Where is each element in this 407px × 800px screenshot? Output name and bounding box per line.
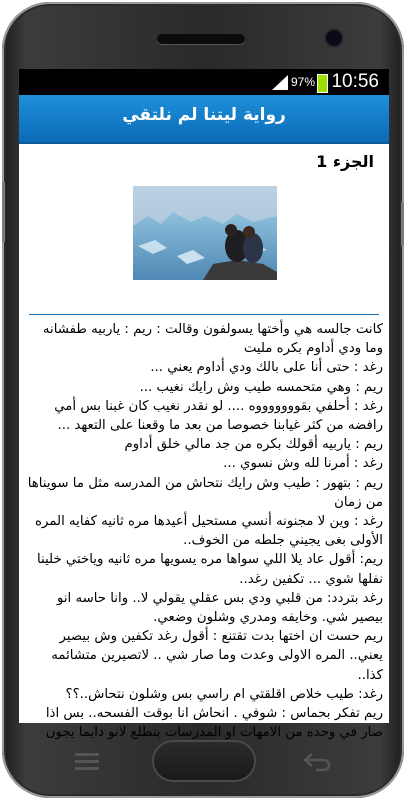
story-line: ريم تفكر بحماس : شوفي . انحاش انا بوقت الفسحه.. بس اذا صار في وحده من الامهات او المدرسات بتطلع لانو دايما يجون: [45, 706, 383, 741]
story-line: ريم: أقول عاد يلا اللي سواها مره يسويها مره ثانيه وياختي خلينا نفلها شوي ... تكفين رغد..: [36, 552, 383, 587]
story-line: رغد : حتى أنا على بالك ودي أداوم يعني ...: [150, 360, 383, 376]
divider-line: [29, 314, 379, 315]
status-bar: [19, 69, 389, 95]
story-line: ريم حست ان اختها بدت تقتنع : أقول رغد تكفين وش بيصير يعني.. المره الاولى وعدت وما صار شي .. لاتصيرين متشائمه كذا..: [51, 629, 383, 683]
clock: 10:56: [331, 71, 379, 92]
app-title: رواية ليتنا لم نلتقي: [122, 105, 286, 125]
story-line: رغد : أحلفي بقوووووووه .... لو نقدر نغيب كان غبنا بس أمي رافضه من كثر غيابنا خصوصا من بعد ما وقعنا على التعهد ...: [54, 398, 383, 434]
story-line: كانت جالسه هي وأختها يسولفون وقالت : ريم : ياربيه طفشانه وما ودي أداوم بكره مليت: [42, 322, 383, 357]
app-title-bar: [19, 95, 389, 144]
screen: [19, 69, 389, 741]
story-line: ريم : بتهور : طيب وش رايك نتحاش من المدرسه مثل ما سويناها من زمان: [27, 475, 383, 510]
battery-icon: [317, 74, 328, 93]
story-line: رغد : أمرنا لله وش نسوي ...: [223, 456, 383, 472]
power-key[interactable]: [401, 202, 404, 246]
front-camera: [326, 30, 342, 46]
story-line: ريم : ياربيه أقولك بكره من جد مالي خلق أداوم: [124, 437, 383, 453]
back-icon[interactable]: [302, 750, 332, 772]
menu-icon[interactable]: [72, 750, 102, 772]
story-line: رغد بتردد: من قلبي ودي بس عقلي يقولي لا.. وانا حاسه انو بيصير شي. وخايفه ومدري وشلون وضعي.: [56, 590, 383, 626]
signal-icon: [272, 75, 288, 90]
story-line: رغد: طيب خلاص اقلقتي ام راسي بس وشلون نتحاش..؟؟: [65, 686, 383, 702]
chapter-heading: الجزء 1: [316, 152, 374, 171]
volume-key[interactable]: [2, 182, 5, 242]
phone-frame: [2, 2, 404, 798]
story-line: ريم : وهي متحمسه طيب وش رايك نغيب ...: [139, 379, 383, 395]
couple-on-ice-photo: [133, 186, 277, 280]
earpiece-speaker: [157, 34, 245, 44]
story-line: رغد : وين لا مجنونه أنسي مستحيل أعيدها مره ثانيه كفايه المره الأولى بغى يجيني جلطه من الخوف..: [35, 514, 383, 549]
story-text: [25, 320, 383, 742]
battery-percent: 97%: [291, 75, 316, 89]
home-button[interactable]: [152, 740, 256, 782]
story-content[interactable]: [19, 144, 389, 741]
